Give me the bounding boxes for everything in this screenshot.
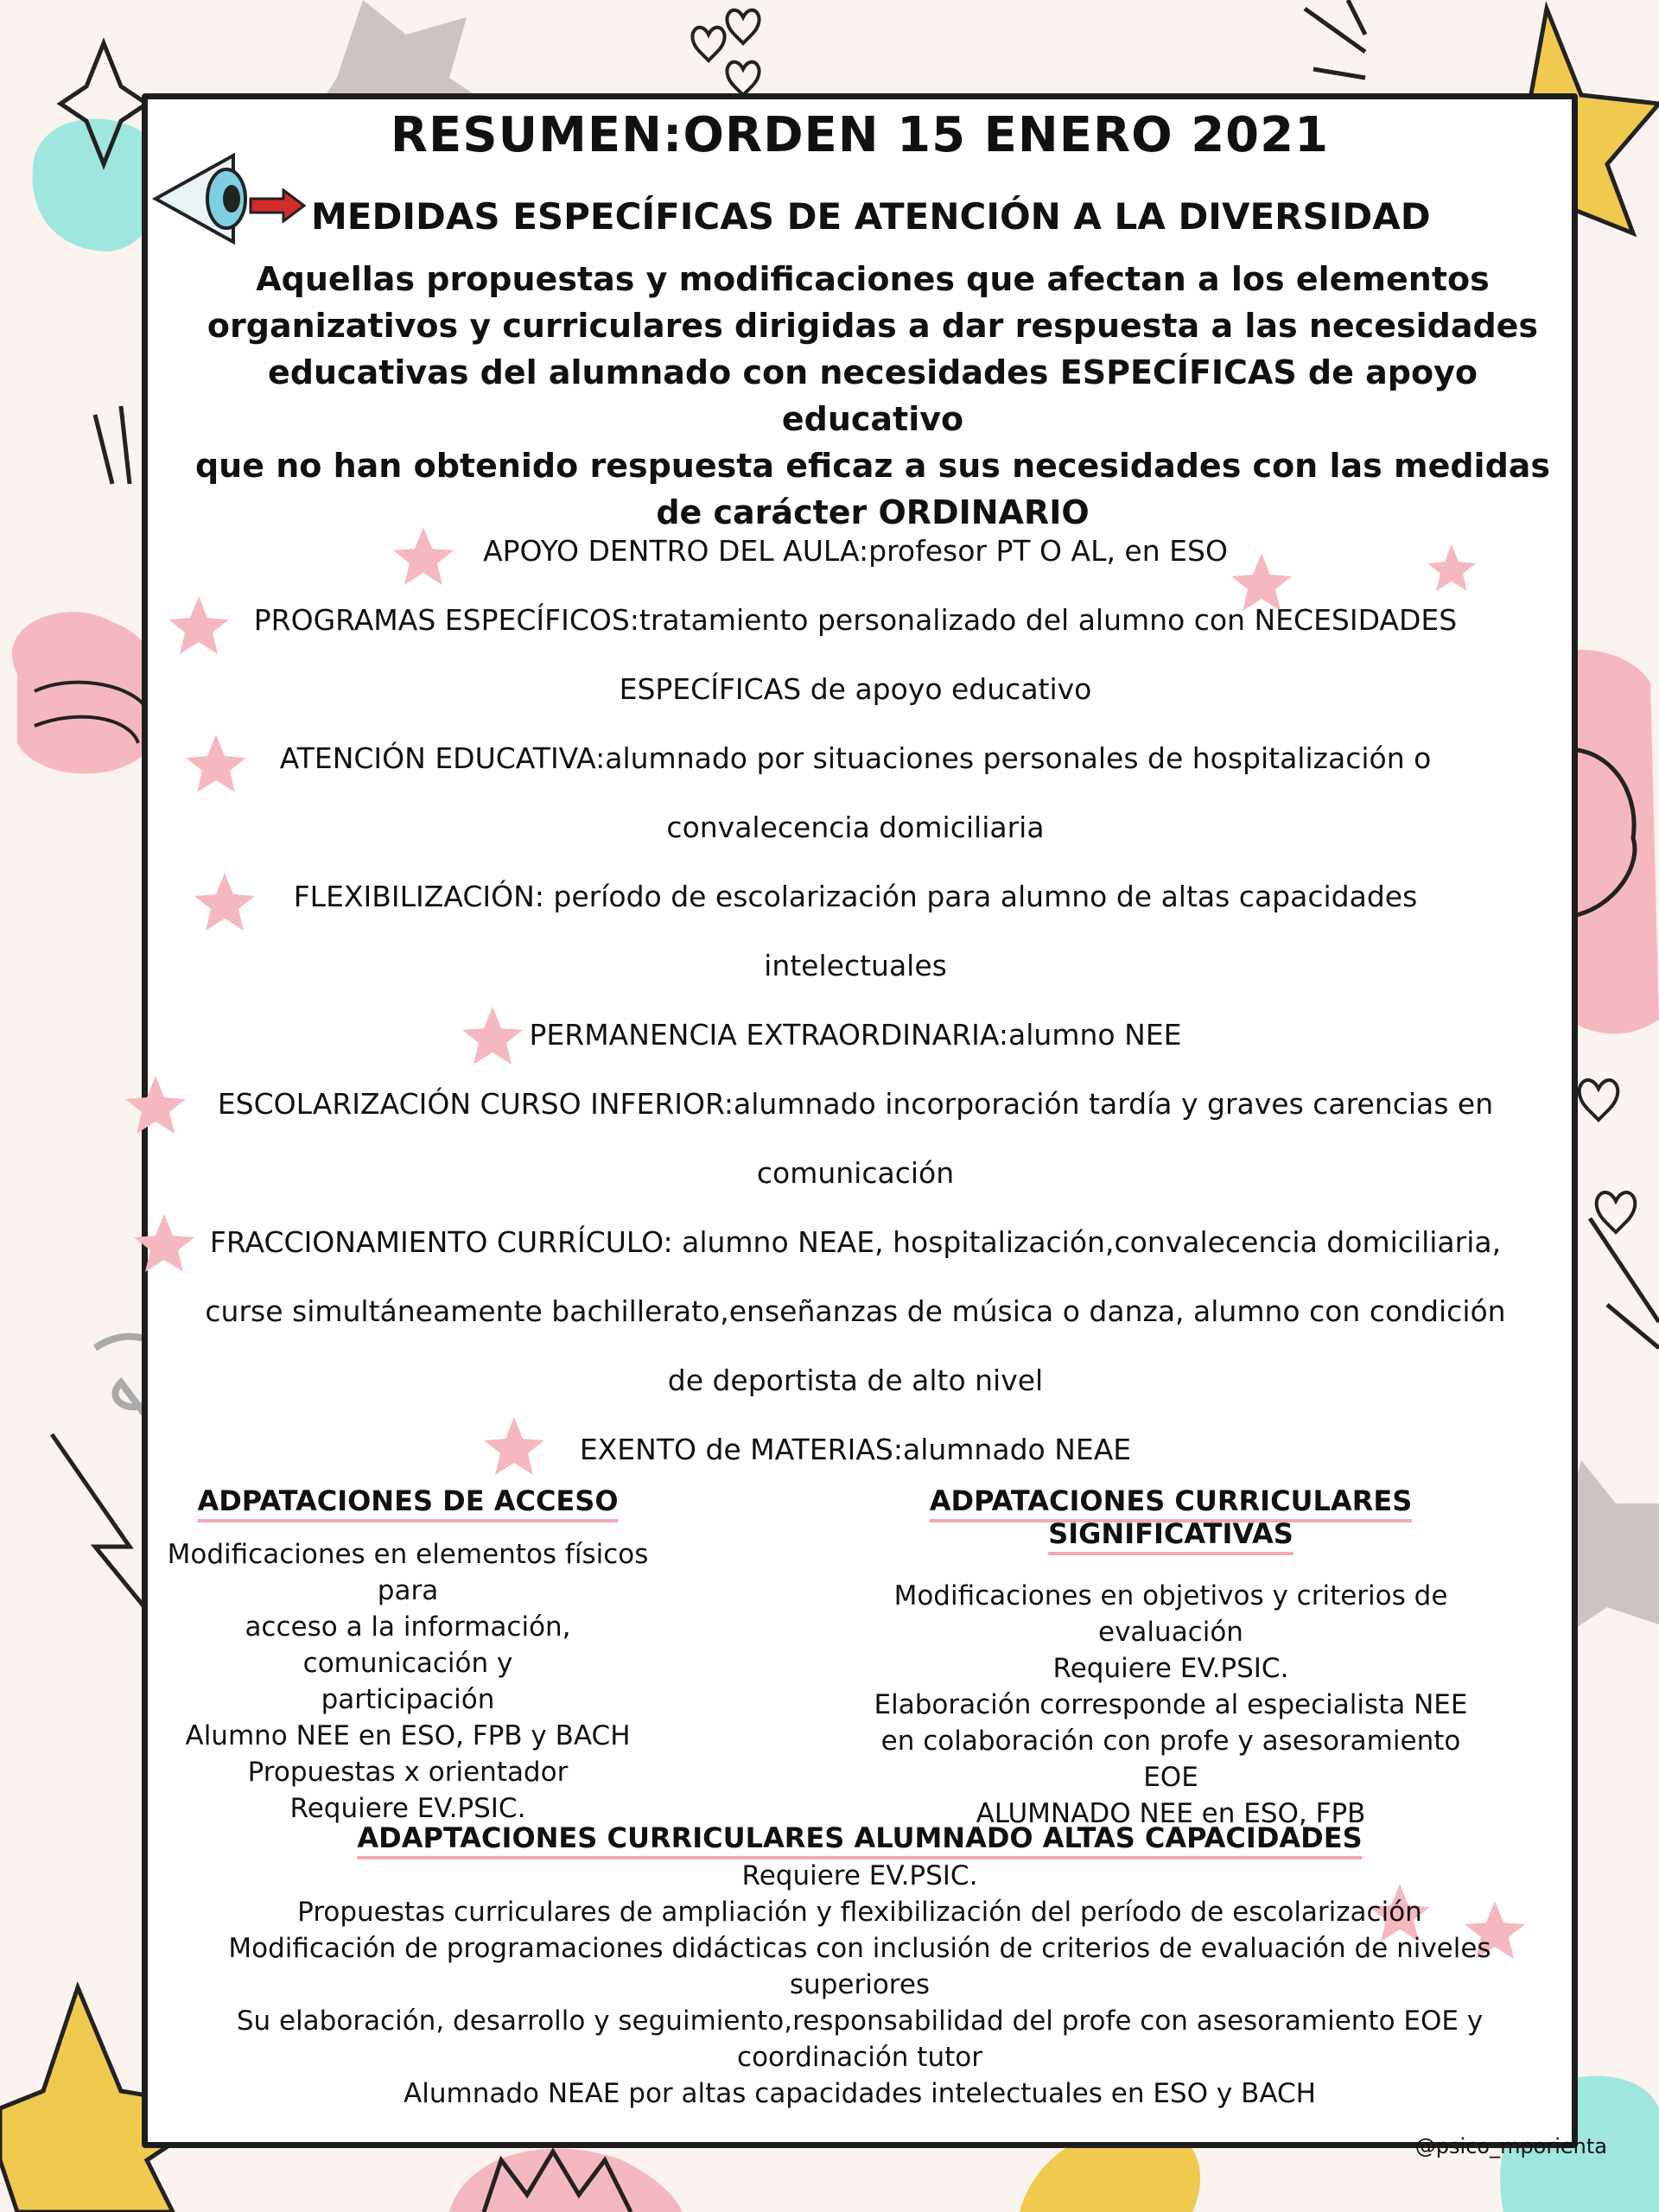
high-capacities-section (164, 1821, 1555, 2112)
body-line: Elaboración corresponde al especialista NEE (874, 1689, 1468, 1720)
body-line: Modificaciones en elementos físicos para (167, 1539, 649, 1606)
measure-line: PERMANENCIA EXTRAORDINARIA:alumno NEE (529, 1018, 1182, 1052)
body-line: Su elaboración, desarrollo y seguimiento,responsabilidad del profe con asesoramiento EOE y (236, 2005, 1484, 2037)
measure-line: convalecencia domiciliaria (666, 810, 1045, 844)
body-line: Propuestas curriculares de ampliación y flexibilización del período de escolarización (297, 1897, 1422, 1928)
definition-line: Aquellas propuestas y modificaciones que afectan a los elementos (256, 260, 1490, 298)
body-line: coordinación tutor (737, 2042, 982, 2073)
high-capacities-body (164, 1858, 1555, 2112)
access-adaptations-title: ADPATACIONES DE ACCESO (197, 1484, 619, 1517)
definition-line: que no han obtenido respuesta eficaz a sus necesidades con las medidas (194, 447, 1551, 485)
measure-line: EXENTO de MATERIAS:alumnado NEAE (579, 1433, 1132, 1466)
body-line: en colaboración con profe y asesoramiento (880, 1726, 1461, 1757)
measure-line: de deportista de alto nivel (667, 1363, 1044, 1397)
body-line: Alumnado NEAE por altas capacidades intelectuales en ESO y BACH (404, 2078, 1316, 2109)
definition-line: organizativos y curriculares dirigidas a dar respuesta a las necesidades (207, 307, 1539, 345)
access-adaptations-section (149, 1484, 667, 1827)
body-line: ALUMNADO NEE en ESO, FPB (976, 1798, 1366, 1829)
measure-line: PROGRAMAS ESPECÍFICOS:tratamiento personalizado del alumno con NECESIDADES (253, 603, 1458, 637)
definition-paragraph (173, 256, 1573, 536)
author-handle: @psico_mporienta (1414, 2134, 1607, 2158)
measure-line: ESCOLARIZACIÓN CURSO INFERIOR:alumnado incorporación tardía y graves carencias en (217, 1087, 1494, 1121)
high-capacities-title: ADAPTACIONES CURRICULARES ALUMNADO ALTAS CAPACIDADES (357, 1821, 1363, 1854)
right-arrow-icon (249, 188, 306, 223)
significant-adaptations-section (821, 1484, 1521, 1832)
measure-line: ESPECÍFICAS de apoyo educativo (619, 672, 1092, 706)
measure-line: comunicación (756, 1156, 955, 1190)
body-line: evaluación (1098, 1617, 1243, 1648)
definition-line: educativas del alumnado con necesidades ESPECÍFICAS de apoyo educativo (268, 353, 1478, 438)
body-line: Propuestas x orientador (247, 1757, 569, 1788)
body-line: EOE (1143, 1762, 1198, 1793)
body-line: Modificaciones en objetivos y criterios de (893, 1580, 1448, 1611)
measure-line: FLEXIBILIZACIÓN: período de escolarización para alumno de altas capacidades (293, 880, 1418, 913)
significant-adaptations-body (821, 1578, 1521, 1832)
body-line: participación (321, 1684, 495, 1715)
measure-line: curse simultáneamente bachillerato,enseñanzas de música o danza, alumno con condición (205, 1294, 1506, 1328)
body-line: acceso a la información, comunicación y (245, 1611, 571, 1679)
body-line: Requiere EV.PSIC. (289, 1793, 526, 1824)
page-title: RESUMEN:ORDEN 15 ENERO 2021 (390, 107, 1330, 163)
measure-line: intelectuales (764, 949, 947, 982)
body-line: Modificación de programaciones didácticas con inclusión de criterios de evaluación de niveles (228, 1933, 1491, 1964)
body-line: superiores (789, 1969, 931, 2000)
measure-line: APOYO DENTRO DEL AULA:profesor PT O AL, en ESO (483, 534, 1228, 568)
significant-adaptations-title: ADPATACIONES CURRICULARES SIGNIFICATIVAS (929, 1484, 1413, 1550)
access-adaptations-body (149, 1536, 667, 1827)
section-subtitle: MEDIDAS ESPECÍFICAS DE ATENCIÓN A LA DIVERSIDAD (311, 195, 1431, 238)
definition-line: de carácter ORDINARIO (656, 493, 1090, 531)
measure-line: ATENCIÓN EDUCATIVA:alumnado por situaciones personales de hospitalización o (279, 741, 1432, 775)
body-line: Requiere EV.PSIC. (1052, 1653, 1289, 1684)
body-line: Alumno NEE en ESO, FPB y BACH (185, 1720, 631, 1751)
measure-line: FRACCIONAMIENTO CURRÍCULO: alumno NEAE, hospitalización,convalecencia domiciliaria, (209, 1225, 1502, 1259)
measures-list (147, 517, 1564, 1484)
body-line: Requiere EV.PSIC. (741, 1860, 978, 1891)
